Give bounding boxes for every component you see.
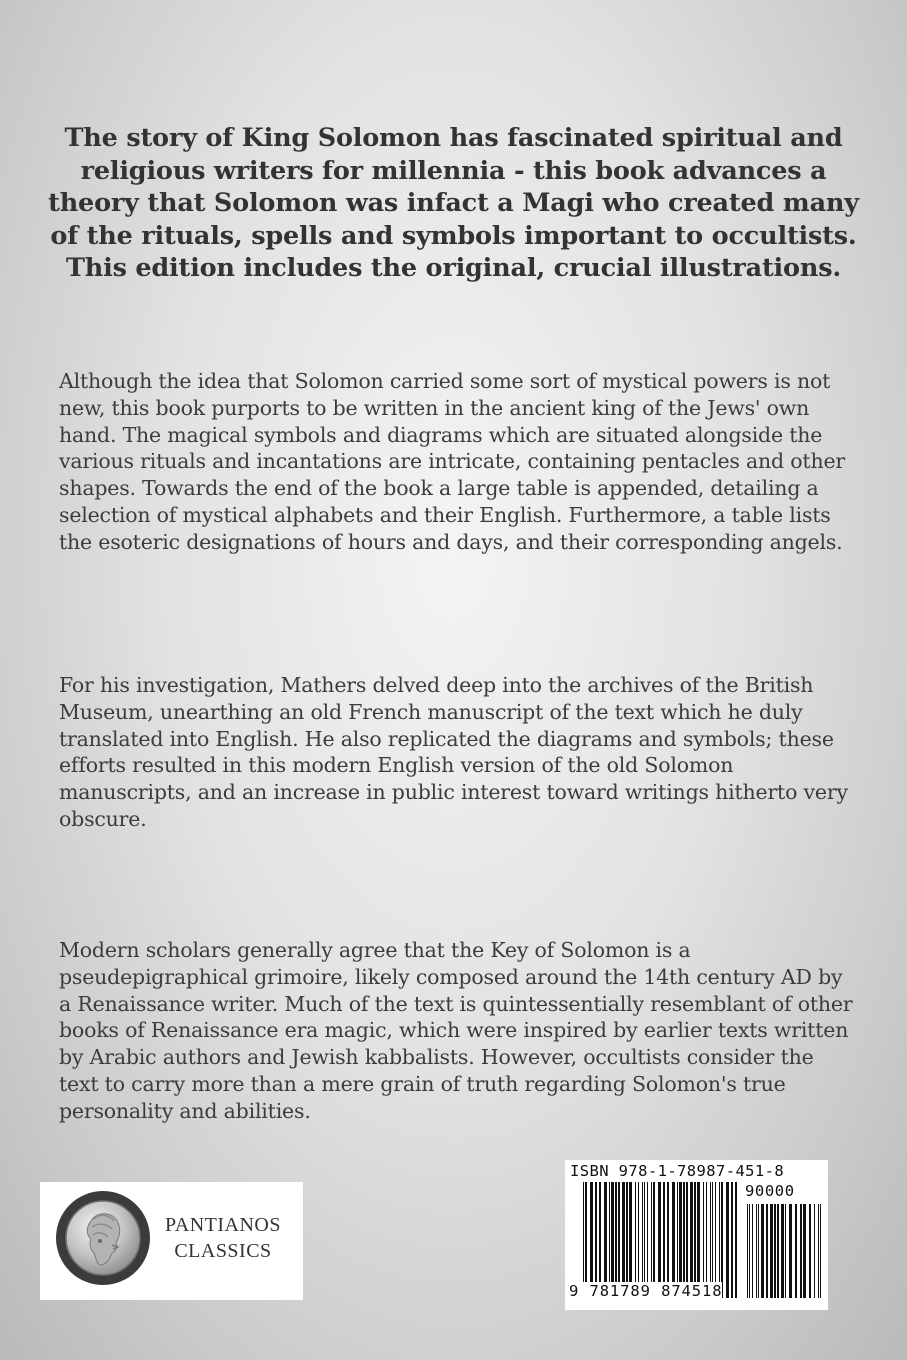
barcode-bar (642, 1182, 643, 1298)
barcode-bar (653, 1182, 655, 1298)
barcode-bar (785, 1204, 786, 1298)
barcode-bar (677, 1182, 678, 1298)
barcode-bar (766, 1204, 768, 1298)
barcode-bar (585, 1182, 587, 1298)
barcode-bar (683, 1182, 685, 1298)
barcode-bar (667, 1182, 669, 1298)
barcode-bar (814, 1204, 815, 1298)
barcode-bar (618, 1182, 620, 1298)
coin-portrait-icon (56, 1191, 150, 1285)
barcode-bar (629, 1182, 632, 1298)
barcode-bar (712, 1182, 713, 1298)
cover-blurb: The story of King Solomon has fascinated spiritual and religious writers for millennia - this book advances a theory that Solomon was infact a Magi who created many of the rituals, spells and symbols important to occultists. This edition includes the original, crucial illustrations. (48, 123, 859, 283)
barcode-bar (583, 1182, 584, 1298)
barcode-bar (638, 1182, 639, 1298)
description-paragraph-3: Modern scholars generally agree that the Key of Solomon is a pseudepigraphical grimoire, likely composed around the 14th century AD by a Renaissance writer. Much of the text is quintessentially resemblant of other books of Renaissance era magic, which were inspired by earlier texts written by Arabic authors and Jewish kabbalists. However, occultists consider the text to carry more than a mere grain of truth regarding Solomon's true personality and abilities. (59, 938, 853, 1123)
barcode-bar (710, 1182, 711, 1298)
barcode-bar (703, 1182, 704, 1298)
barcode-bar (735, 1182, 737, 1298)
barcode-bar (800, 1204, 802, 1298)
barcode-bar (731, 1182, 733, 1298)
barcode-bar (747, 1204, 748, 1298)
barcode-bar (706, 1182, 707, 1298)
barcode-bar (663, 1182, 665, 1298)
barcode-bar (626, 1182, 628, 1298)
barcode-bar (611, 1182, 614, 1298)
barcode-bar (686, 1182, 688, 1298)
barcode-bar (770, 1204, 773, 1298)
barcode-bar (590, 1182, 593, 1298)
barcode-bar (635, 1182, 636, 1298)
barcode-bar (651, 1182, 652, 1298)
ean-digits: 9 781789 874518 (569, 1282, 723, 1300)
barcode-bar (615, 1182, 617, 1298)
isbn-barcode (565, 1160, 828, 1310)
barcode-bar (761, 1204, 764, 1298)
barcode-bar (694, 1182, 696, 1298)
barcode-bar (774, 1204, 776, 1298)
description-paragraph-2: For his investigation, Mathers delved deep into the archives of the British Museum, unearthing an old French manuscript of the text which he duly translated into English. He also replicated the diagrams and symbols; these efforts resulted in this modern English version of the old Solomon manuscripts, and an increase in public interest toward writings hitherto very obscure. (59, 673, 848, 831)
barcode-bar (809, 1204, 811, 1298)
isbn-label: ISBN 978-1-78987-451-8 (570, 1162, 785, 1180)
barcode-bar (609, 1182, 610, 1298)
publisher-name-line-2: CLASSICS (174, 1240, 272, 1262)
barcode-bar (647, 1182, 648, 1298)
barcode-bar (795, 1204, 797, 1298)
barcode-bar (604, 1182, 607, 1298)
barcode-bar (820, 1204, 821, 1298)
barcode-bar (803, 1204, 806, 1298)
publisher-logo (40, 1182, 303, 1300)
barcode-bar (781, 1204, 784, 1298)
barcode-bar (756, 1204, 757, 1298)
publisher-name-line-1: PANTIANOS (164, 1214, 281, 1236)
barcode-addon-digits: 90000 (745, 1182, 795, 1200)
barcode-bar (777, 1204, 779, 1298)
barcode-bar (599, 1182, 601, 1298)
barcode-bar (726, 1182, 729, 1298)
barcode-bar (721, 1182, 723, 1298)
barcode-bar (752, 1204, 753, 1298)
barcode-bar (758, 1204, 759, 1298)
barcode-bar (715, 1182, 716, 1298)
barcode-bar (789, 1204, 792, 1298)
barcode-bar (719, 1182, 720, 1298)
barcode-bar (644, 1182, 645, 1298)
barcode-bar (818, 1204, 819, 1298)
barcode-bar (679, 1182, 682, 1298)
barcode-bar (622, 1182, 625, 1298)
barcode-bar (672, 1182, 675, 1298)
description-paragraph-1: Although the idea that Solomon carried some sort of mystical powers is not new, this book purports to be written in the ancient king of the Jews' own hand. The magical symbols and diagrams which are situated alongside the various rituals and incantations are intricate, containing pentacles and other shapes. Towards the end of the book a large table is appended, detailing a selection of mystical alphabets and their English. Furthermore, a table lists the esoteric designations of hours and days, and their corresponding angels. (59, 369, 845, 554)
barcode-bar (697, 1182, 700, 1298)
barcode-bar (658, 1182, 661, 1298)
barcode-bar (749, 1204, 750, 1298)
barcode-bar (690, 1182, 693, 1298)
barcode-bar (595, 1182, 597, 1298)
